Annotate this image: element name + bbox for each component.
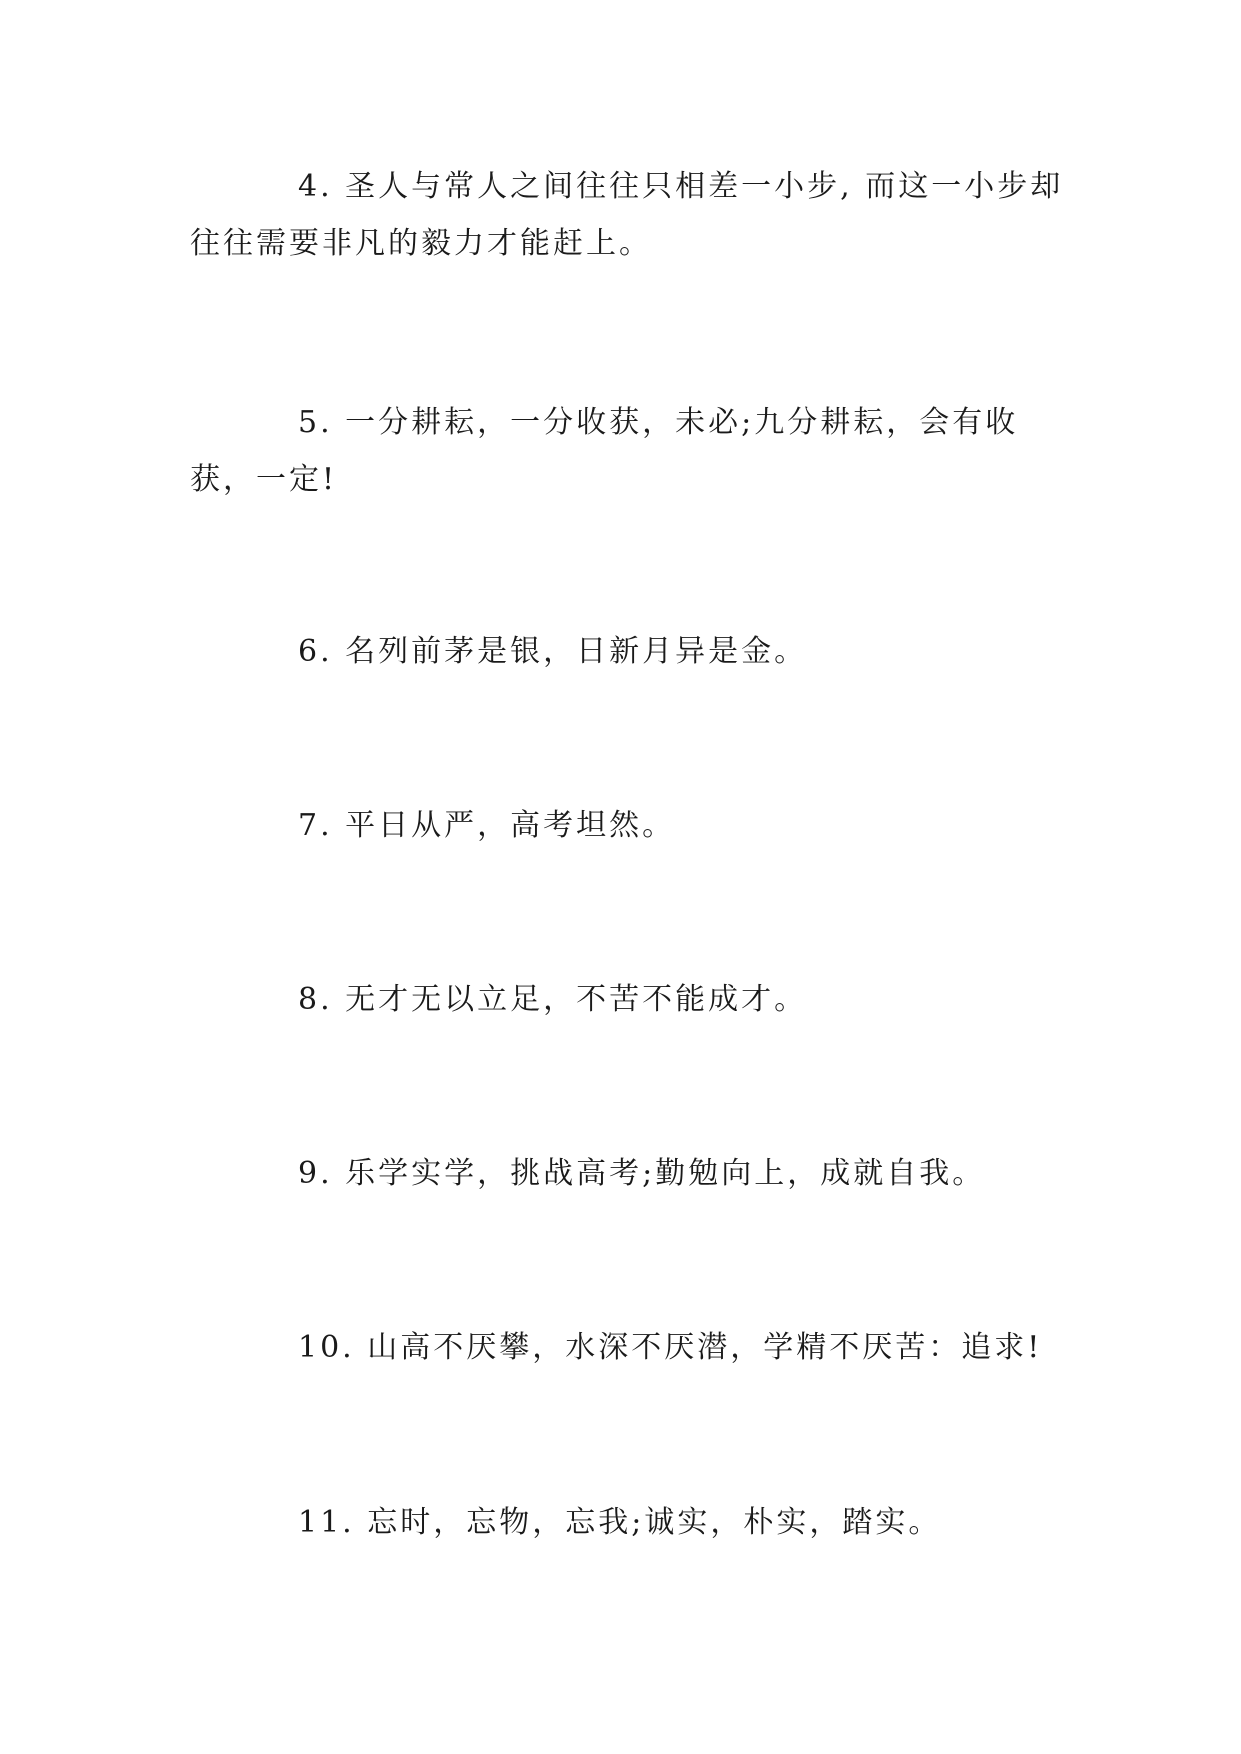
paragraph-8: 8. 无才无以立足，不苦不能成才。 [298,982,808,1017]
paragraph-7: 7. 平日从严，高考坦然。 [298,808,676,843]
paragraph-11: 11. 忘时，忘物，忘我;诚实，朴实，踏实。 [298,1505,942,1540]
paragraph-4: 4. 圣人与常人之间往往只相差一小步, 而这一小步却往往需要非凡的毅力才能赶上。 [190,169,1064,261]
paragraph-5: 5. 一分耕耘，一分收获，未必;九分耕耘，会有收获，一定! [190,405,1019,497]
paragraph-6: 6. 名列前茅是银，日新月异是金。 [298,634,808,669]
paragraph-9: 9. 乐学实学，挑战高考;勤勉向上，成就自我。 [298,1156,986,1191]
paragraph-10: 10. 山高不厌攀，水深不厌潜，学精不厌苦：追求! [298,1330,1043,1365]
